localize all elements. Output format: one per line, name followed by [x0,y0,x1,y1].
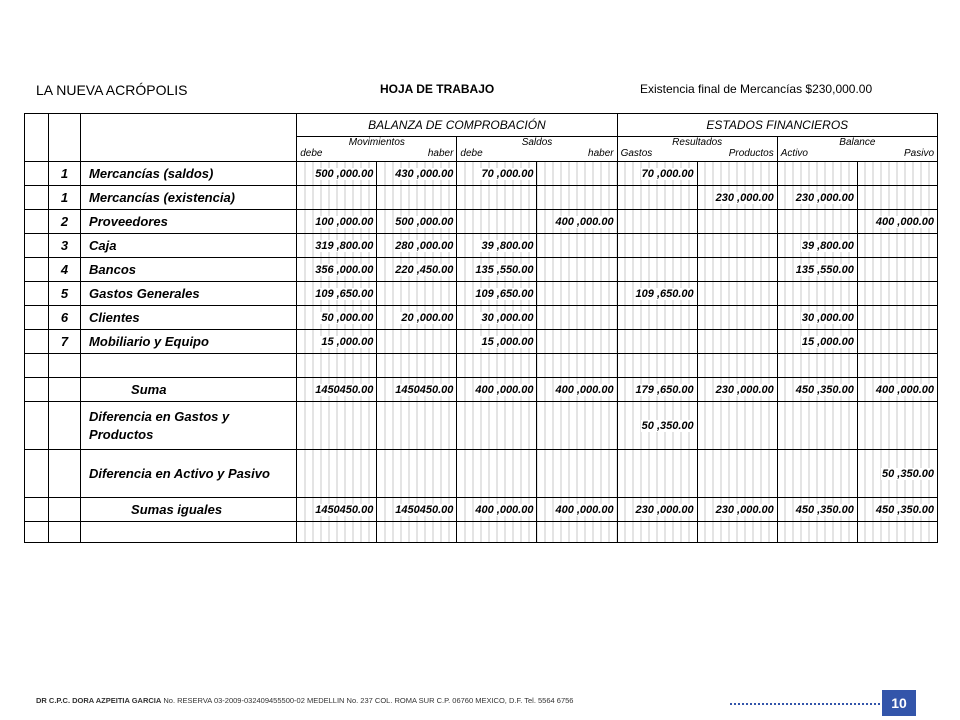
page-number: 10 [882,690,916,716]
worksheet-table [24,113,938,543]
account-name: Proveedores [81,210,297,234]
sumas-iguales-row [25,498,938,522]
value-cell [452,336,454,348]
footer-text [36,696,573,705]
value-cell: 39 ,800.00 [801,239,854,252]
account-name: Clientes [81,306,297,330]
sheet-title: HOJA DE TRABAJO [380,82,495,96]
diff-gp-label: Diferencia en Gastos y Productos [81,402,297,450]
value-cell: 220 ,450.00 [395,263,454,276]
value-cell: 100 ,000.00 [315,215,374,228]
value-cell [693,240,695,252]
value-cell: 500 ,000.00 [395,215,454,228]
value-cell: 30 ,000.00 [801,311,854,324]
blank-cell [81,114,297,162]
value-cell: 500 ,000.00 [315,167,374,180]
value-cell [933,264,935,276]
footer-details: No. RESERVA 03-2009-032409455500-02 MEDELLIN No. 237 COL. ROMA SUR C.P. 06760 MEXICO, D.F. Tel. 5564 6756 [161,696,574,705]
account-number: 3 [49,234,81,258]
value-cell [613,192,615,204]
account-number: 6 [49,306,81,330]
value-cell [773,240,775,252]
value-cell [693,216,695,228]
table-row [25,162,938,186]
table-row [25,282,938,306]
account-name: Caja [81,234,297,258]
suma-row [25,378,938,402]
account-name: Bancos [81,258,297,282]
value-cell [853,168,855,180]
suma-label: Suma [81,378,297,402]
col-activo: Activo [780,148,808,159]
col-mov-debe: debe [300,148,323,159]
col-sal-debe: debe [460,148,483,159]
group-balanza: BALANZA DE COMPROBACIÓN [297,114,617,137]
account-number: 1 [49,186,81,210]
saldos-label: Saldos [521,137,553,148]
table-row [25,210,938,234]
movimientos-label: Movimientos [348,137,405,148]
value-cell: 50 ,000.00 [321,311,374,324]
diff-activo-pasivo-row [25,450,938,498]
value-cell [613,288,615,300]
value-cell: 400 ,000.00 [875,215,934,228]
value-cell [613,312,615,324]
value-cell [452,288,454,300]
account-name: Mercancías (existencia) [81,186,297,210]
final-stock-note: Existencia final de Mercancías $230,000.00 [640,82,873,96]
value-cell [532,216,534,228]
value-cell: 15 ,000.00 [321,335,374,348]
value-cell: 450 ,350.00 [875,503,934,516]
blank-cell [49,114,81,162]
col-pasivo: Pasivo [903,148,934,159]
value-cell [452,192,454,204]
value-cell: 400 ,000.00 [475,383,534,396]
col-gastos: Gastos [620,148,653,159]
table-row [25,186,938,210]
value-cell: 450 ,350.00 [795,503,854,516]
value-cell: 400 ,000.00 [555,383,614,396]
table-row [25,258,938,282]
value-cell: 280 ,000.00 [395,239,454,252]
account-name: Mobiliario y Equipo [81,330,297,354]
value-cell [933,192,935,204]
value-cell: 70 ,000.00 [641,167,694,180]
value-cell: 20 ,000.00 [401,311,454,324]
subgroup-saldos [457,137,617,162]
value-cell [933,168,935,180]
subgroup-balance [777,137,937,162]
value-cell [773,312,775,324]
balance-label: Balance [839,137,876,148]
value-cell: 319 ,800.00 [315,239,374,252]
account-number: 2 [49,210,81,234]
subgroup-movimientos [297,137,457,162]
col-productos: Productos [728,148,774,159]
account-number: 1 [49,162,81,186]
value-cell [933,288,935,300]
account-number: 5 [49,282,81,306]
value-cell [773,264,775,276]
value-cell: 30 ,000.00 [481,311,534,324]
value-cell: 450 ,350.00 [795,383,854,396]
value-cell: 230 ,000.00 [715,383,774,396]
value-cell: 1450450.00 [395,383,454,396]
empty-row [25,354,938,378]
value-cell: 430 ,000.00 [395,167,454,180]
subgroup-resultados [617,137,777,162]
table-row [25,234,938,258]
value-cell: 15 ,000.00 [481,335,534,348]
value-cell [613,168,615,180]
value-cell [773,168,775,180]
value-cell: 400 ,000.00 [875,383,934,396]
value-cell: 109 ,650.00 [475,287,534,300]
group-estados: ESTADOS FINANCIEROS [617,114,937,137]
value-cell [933,336,935,348]
col-sal-haber: haber [588,148,614,159]
value-cell: 109 ,650.00 [635,287,694,300]
empty-row [25,522,938,543]
account-name: Gastos Generales [81,282,297,306]
value-cell: 135 ,550.00 [795,263,854,276]
value-cell: 1450450.00 [315,503,374,516]
value-cell: 400 ,000.00 [555,215,614,228]
value-cell: 230 ,000.00 [715,503,774,516]
value-cell [773,216,775,228]
value-cell: 1450450.00 [395,503,454,516]
value-cell [773,336,775,348]
value-cell: 50 ,350.00 [641,419,694,432]
sumas-iguales-label: Sumas iguales [81,498,297,522]
value-cell [372,192,374,204]
value-cell: 109 ,650.00 [315,287,374,300]
value-cell: 400 ,000.00 [475,503,534,516]
value-cell [532,192,534,204]
value-cell: 400 ,000.00 [555,503,614,516]
resultados-label: Resultados [672,137,723,148]
table-row [25,306,938,330]
value-cell [613,336,615,348]
value-cell [693,336,695,348]
value-cell [933,312,935,324]
diff-gastos-productos-row [25,402,938,450]
value-cell [613,264,615,276]
value-cell: 179 ,650.00 [635,383,694,396]
value-cell: 356 ,000.00 [315,263,374,276]
value-cell [853,216,855,228]
value-cell [693,312,695,324]
account-number: 4 [49,258,81,282]
value-cell: 230 ,000.00 [715,191,774,204]
value-cell [693,192,695,204]
value-cell: 230 ,000.00 [635,503,694,516]
company-name: LA NUEVA ACRÓPOLIS [36,82,188,98]
value-cell: 50 ,350.00 [882,467,934,480]
value-cell: 39 ,800.00 [481,239,534,252]
table-row [25,330,938,354]
value-cell [853,288,855,300]
blank-cell [25,114,49,162]
diff-ap-label: Diferencia en Activo y Pasivo [81,450,297,498]
account-name: Mercancías (saldos) [81,162,297,186]
col-mov-haber: haber [427,148,454,159]
value-cell: 15 ,000.00 [801,335,854,348]
value-cell: 1450450.00 [315,383,374,396]
value-cell [613,240,615,252]
value-cell: 230 ,000.00 [795,191,854,204]
value-cell [933,240,935,252]
footer-dotted-line [730,703,880,705]
value-cell: 135 ,550.00 [475,263,534,276]
account-number: 7 [49,330,81,354]
value-cell: 70 ,000.00 [481,167,534,180]
value-cell [773,288,775,300]
footer-author: DR C.P.C. DORA AZPEITIA GARCIA [36,696,162,705]
value-cell [693,264,695,276]
